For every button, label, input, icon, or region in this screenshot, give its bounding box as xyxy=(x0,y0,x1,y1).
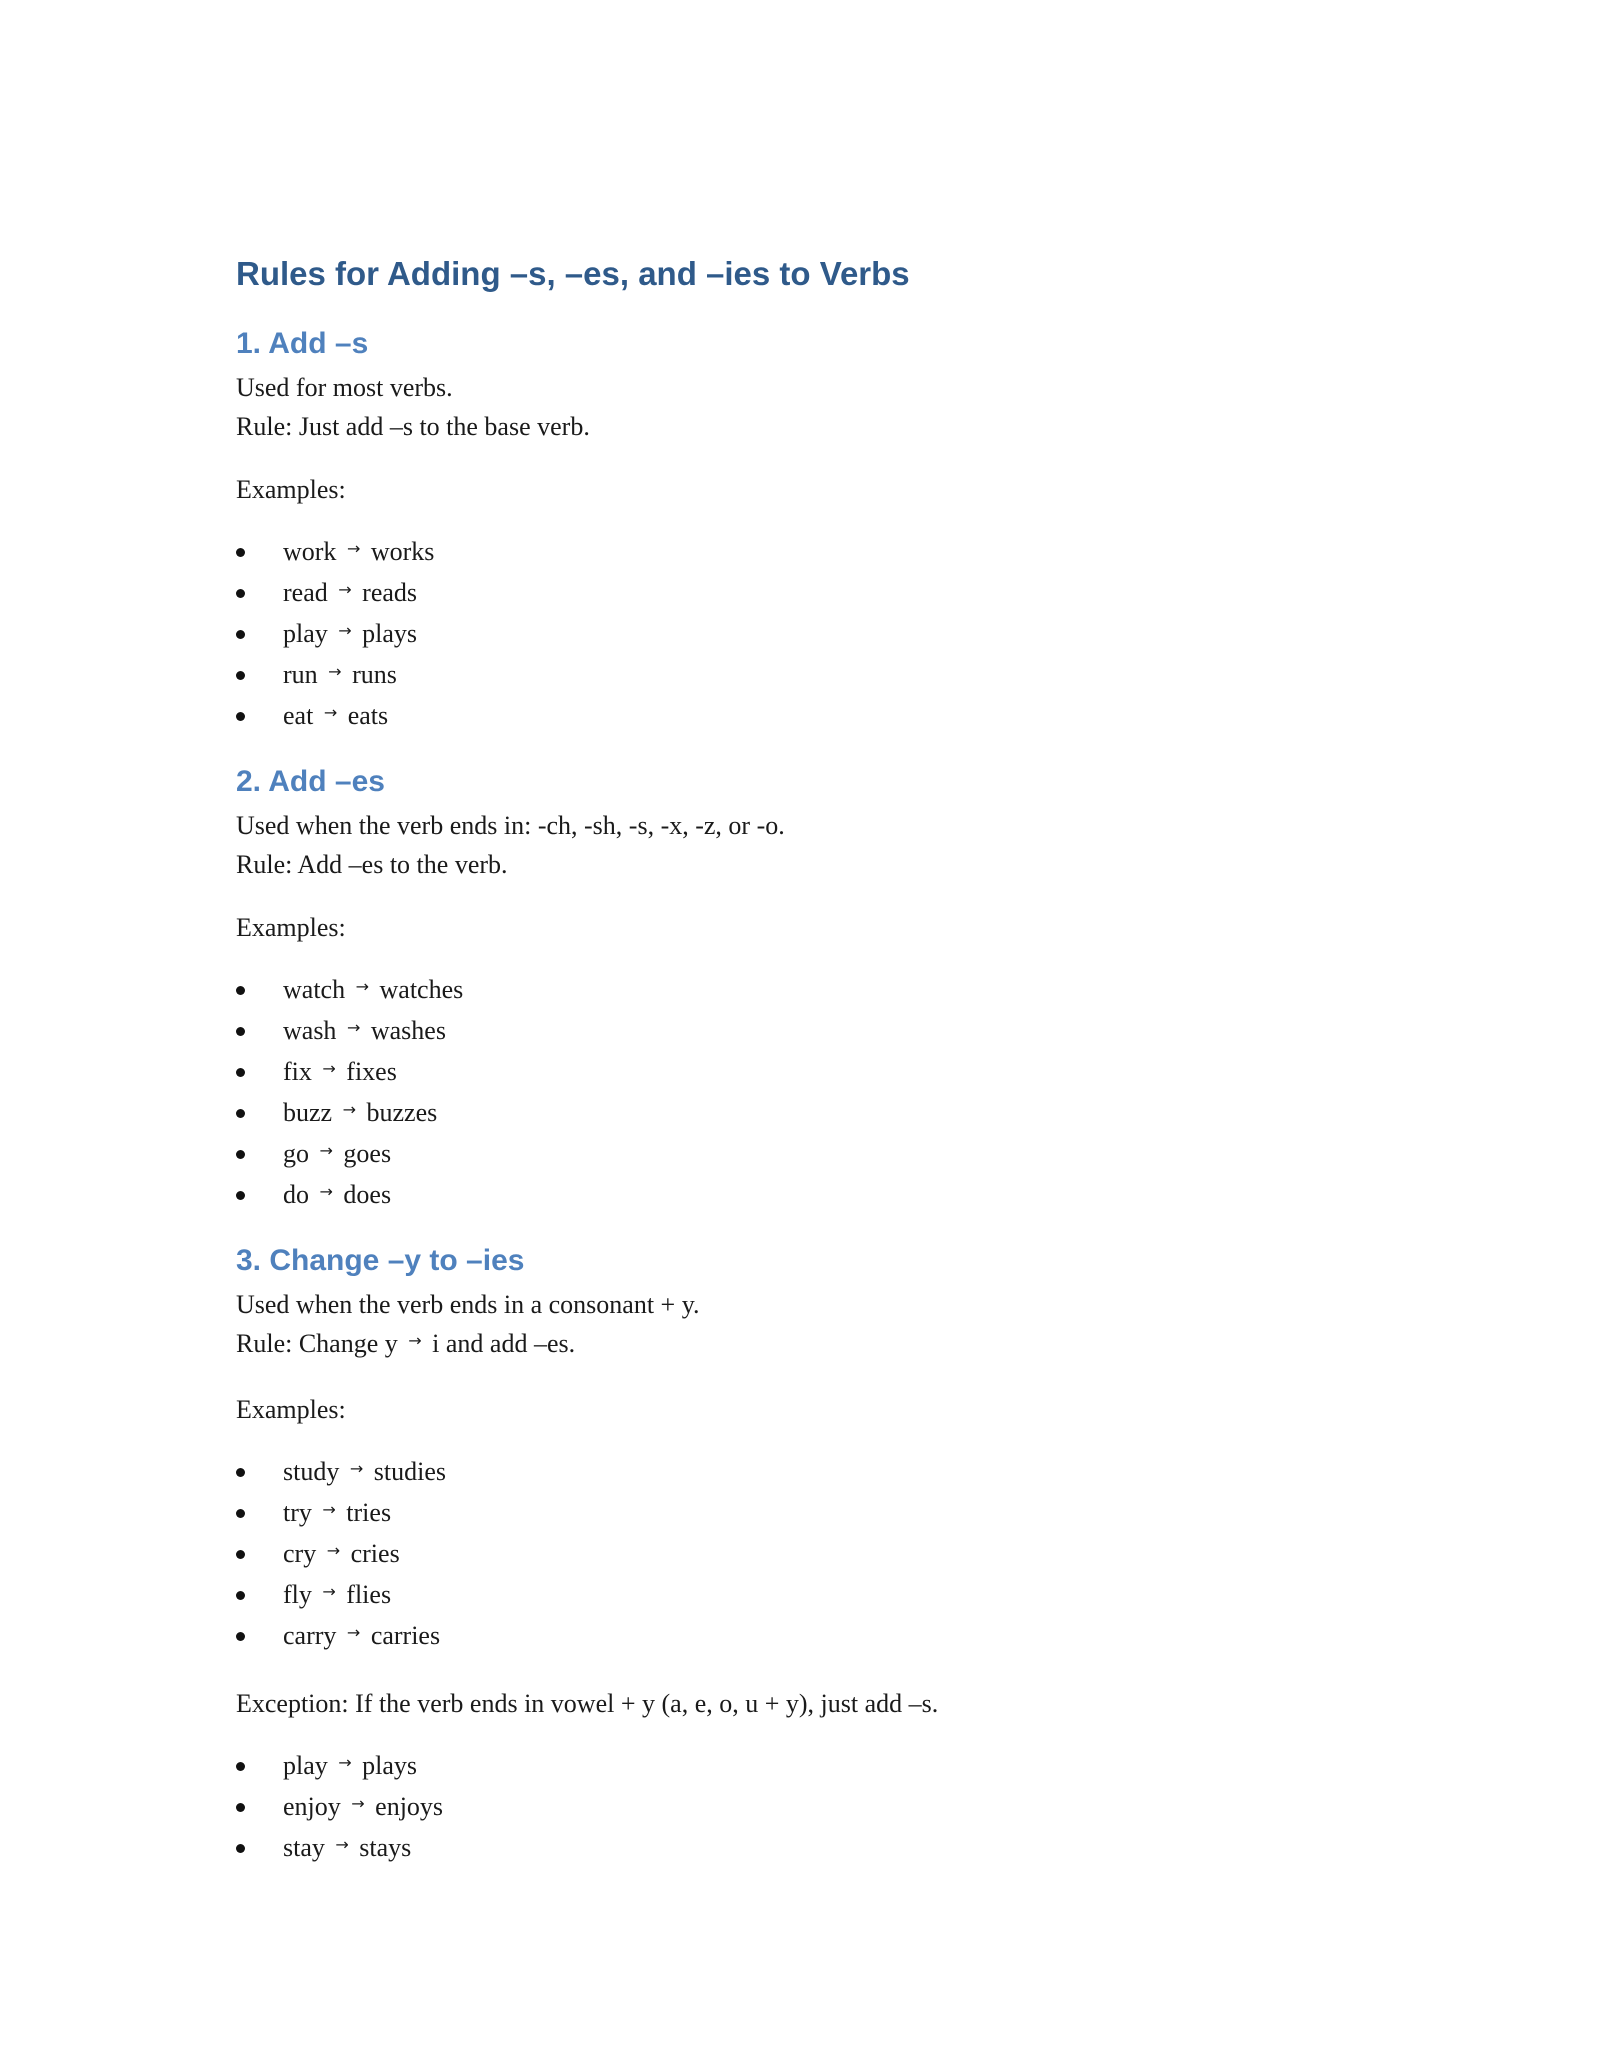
arrow-icon: → xyxy=(338,621,352,640)
arrow-icon: → xyxy=(338,580,352,599)
document-page xyxy=(236,248,1366,1870)
arrow-icon: → xyxy=(322,1500,336,1519)
list-item xyxy=(236,1829,1366,1870)
verb-base: enjoy xyxy=(283,1792,341,1821)
arrow-icon: → xyxy=(319,1182,333,1201)
section-rule: Rule: Add –es to the verb. xyxy=(236,850,508,879)
list-item xyxy=(236,615,1366,656)
section-rule xyxy=(236,1324,1366,1366)
section-heading: 1. Add –s xyxy=(236,327,369,360)
verb-base: stay xyxy=(283,1833,325,1862)
verb-base: play xyxy=(283,619,328,648)
section-description: Used when the verb ends in: -ch, -sh, -s, -x, -z, or -o. xyxy=(236,811,785,840)
verb-base: eat xyxy=(283,701,314,730)
section-heading: 2. Add –es xyxy=(236,765,385,798)
arrow-icon: → xyxy=(323,703,338,722)
examples-label: Examples: xyxy=(236,1395,346,1424)
verb-result: reads xyxy=(362,578,418,607)
verb-result: does xyxy=(343,1180,392,1209)
list-item xyxy=(236,1576,1366,1617)
rule-prefix: Rule: Change y xyxy=(236,1329,398,1358)
verb-base: watch xyxy=(283,975,346,1004)
list-item xyxy=(236,1176,1366,1217)
list-item xyxy=(236,1617,1366,1658)
verb-result: works xyxy=(370,537,435,566)
verb-result: enjoys xyxy=(375,1792,444,1821)
list-item xyxy=(236,656,1366,697)
exception-note: Exception: If the verb ends in vowel + y (a, e, o, u + y), just add –s. xyxy=(236,1689,939,1718)
list-item xyxy=(236,697,1366,738)
verb-result: watches xyxy=(379,975,464,1004)
verb-base: carry xyxy=(283,1621,337,1650)
verb-base: go xyxy=(283,1139,309,1168)
verb-result: stays xyxy=(359,1833,412,1862)
list-item xyxy=(236,1494,1366,1535)
verb-result: washes xyxy=(370,1016,446,1045)
arrow-icon: → xyxy=(326,1541,341,1560)
verb-base: buzz xyxy=(283,1098,333,1127)
list-item xyxy=(236,1053,1366,1094)
arrow-icon: → xyxy=(346,1018,361,1037)
list-item xyxy=(236,574,1366,615)
arrow-icon: → xyxy=(338,1753,352,1772)
verb-result: studies xyxy=(373,1457,446,1486)
examples-label: Examples: xyxy=(236,913,346,942)
verb-result: cries xyxy=(350,1539,400,1568)
verb-result: plays xyxy=(362,619,418,648)
arrow-icon: → xyxy=(335,1835,349,1854)
list-item xyxy=(236,1012,1366,1053)
arrow-icon: → xyxy=(342,1100,356,1119)
arrow-icon: → xyxy=(322,1582,336,1601)
section-add-es xyxy=(236,758,1366,1217)
verb-result: plays xyxy=(362,1751,418,1780)
arrow-icon: → xyxy=(346,539,361,558)
arrow-icon: → xyxy=(355,977,369,996)
examples-list xyxy=(236,1453,1366,1658)
arrow-icon: → xyxy=(319,1141,333,1160)
section-add-s xyxy=(236,320,1366,738)
list-item xyxy=(236,971,1366,1012)
list-item xyxy=(236,533,1366,574)
section-rule: Rule: Just add –s to the base verb. xyxy=(236,412,590,441)
list-item xyxy=(236,1747,1366,1788)
verb-base: fly xyxy=(283,1580,312,1609)
verb-base: do xyxy=(283,1180,309,1209)
document-title: Rules for Adding –s, –es, and –ies to Verbs xyxy=(236,255,910,292)
section-description: Used for most verbs. xyxy=(236,373,453,402)
verb-base: fix xyxy=(283,1057,312,1086)
examples-list xyxy=(236,533,1366,738)
verb-result: goes xyxy=(343,1139,392,1168)
list-item xyxy=(236,1135,1366,1176)
verb-result: flies xyxy=(346,1580,392,1609)
verb-result: eats xyxy=(347,701,389,730)
verb-result: fixes xyxy=(346,1057,397,1086)
arrow-icon: → xyxy=(408,1331,422,1350)
verb-result: carries xyxy=(370,1621,441,1650)
verb-base: read xyxy=(283,578,328,607)
verb-result: tries xyxy=(346,1498,392,1527)
arrow-icon: → xyxy=(351,1794,365,1813)
arrow-icon: → xyxy=(328,662,342,681)
verb-base: run xyxy=(283,660,318,689)
exception-examples-list xyxy=(236,1747,1366,1870)
list-item xyxy=(236,1094,1366,1135)
verb-base: cry xyxy=(283,1539,317,1568)
verb-base: study xyxy=(283,1457,340,1486)
section-description: Used when the verb ends in a consonant + y. xyxy=(236,1290,700,1319)
arrow-icon: → xyxy=(322,1059,336,1078)
rule-suffix: i and add –es. xyxy=(432,1329,576,1358)
list-item xyxy=(236,1535,1366,1576)
list-item xyxy=(236,1788,1366,1829)
verb-result: buzzes xyxy=(366,1098,438,1127)
section-heading: 3. Change –y to –ies xyxy=(236,1244,525,1277)
verb-base: try xyxy=(283,1498,312,1527)
section-change-y-ies xyxy=(236,1237,1366,1870)
arrow-icon: → xyxy=(349,1459,364,1478)
examples-list xyxy=(236,971,1366,1217)
examples-label: Examples: xyxy=(236,475,346,504)
arrow-icon: → xyxy=(346,1623,361,1642)
verb-base: wash xyxy=(283,1016,337,1045)
verb-result: runs xyxy=(352,660,397,689)
verb-base: work xyxy=(283,537,337,566)
list-item xyxy=(236,1453,1366,1494)
verb-base: play xyxy=(283,1751,328,1780)
